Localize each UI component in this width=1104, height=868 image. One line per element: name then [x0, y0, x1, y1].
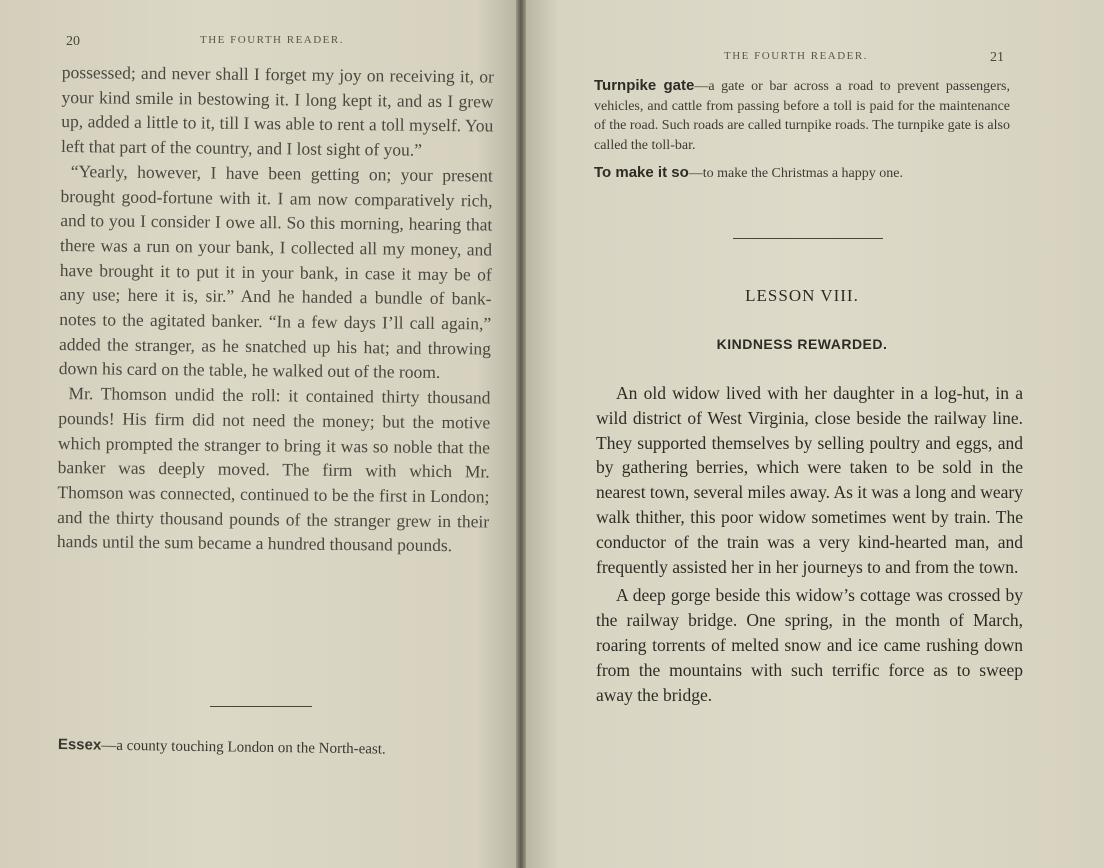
left-page-number: 20	[66, 34, 80, 49]
left-running-head: THE FOURTH READER.	[200, 34, 344, 46]
note-definition: —to make the Christmas a happy one.	[688, 166, 903, 181]
note-turnpike-gate	[594, 76, 1010, 155]
note-definition: —a gate or bar across a road to prevent passengers, vehicles, and cattle from passing before a toll is paid for the maintenance of the road. Such roads are called turnpike roads. The turnpike gate is also called the toll-bar.	[594, 79, 1010, 153]
left-paragraph: possessed; and never shall I forget my joy on receiving it, or your kind smile in bestowing it. I long kept it, and as I grew up, added a little to it, till I was able to rent a toll myself. You left that part of the country, and I lost sight of you.”	[60, 61, 494, 160]
note-term: Turnpike gate	[594, 77, 695, 94]
book-gutter	[516, 0, 526, 868]
right-body-text	[596, 381, 1023, 707]
lesson-number: LESSON VIII.	[745, 286, 859, 305]
right-running-head: THE FOURTH READER.	[724, 50, 868, 62]
note-term: To make it so	[594, 164, 689, 181]
right-paragraph: An old widow lived with her daughter in a log-hut, in a wild district of West Virginia, close beside the railway line. They supported themselves by selling poultry and eggs, and by gathering berries, which were taken to be sold in the nearest town, several miles away. As it was a long and weary walk thither, this poor widow sometimes went by train. The conductor of the train was a very kind-hearted man, and frequently assisted her in her journeys to and from the town.	[596, 383, 1023, 577]
right-notes	[594, 76, 1010, 192]
right-paragraph: A deep gorge beside this widow’s cottage was crossed by the railway bridge. One spring, in the month of March, roaring torrents of melted snow and ice came rushing down from the mountains with such terrific force as to sweep away the bridge.	[596, 585, 1023, 705]
left-section-rule	[210, 706, 312, 707]
left-paragraph: Mr. Thomson undid the roll: it contained thirty thousand pounds! His firm did not need the money; but the motive which prompted the stranger to bring it was so noble that the banker was deeply moved. The firm with which Mr. Thomson was connected, continued to be the first in London; and the thirty thousand pounds of the stranger grew in their hands until the sum became a hundred thousand pounds.	[56, 383, 491, 556]
left-paragraph: “Yearly, however, I have been getting on; your present brought good-fortune with it. I am now comparatively rich, and to you I consider I owe all. So this morning, hearing that there was a run on your bank, I collected all my money, and have brought it to put it in your bank, in case it may be of any use; here it is, sir.” And he handed a bundle of bank-notes to the agitated banker. “In a few days I’ll call again,” added the stranger, as he snatched up his hat; and throwing down his card on the table, he walked out of the room.	[58, 160, 493, 383]
right-section-rule	[733, 238, 883, 239]
note-to-make-it-so	[594, 163, 1010, 184]
footnote-term: Essex	[57, 736, 102, 754]
right-page-number: 21	[990, 50, 1004, 65]
lesson-title: KINDNESS REWARDED.	[716, 336, 888, 352]
footnote-definition: —a county touching London on the North-east.	[101, 737, 386, 758]
left-body-text	[57, 60, 494, 559]
